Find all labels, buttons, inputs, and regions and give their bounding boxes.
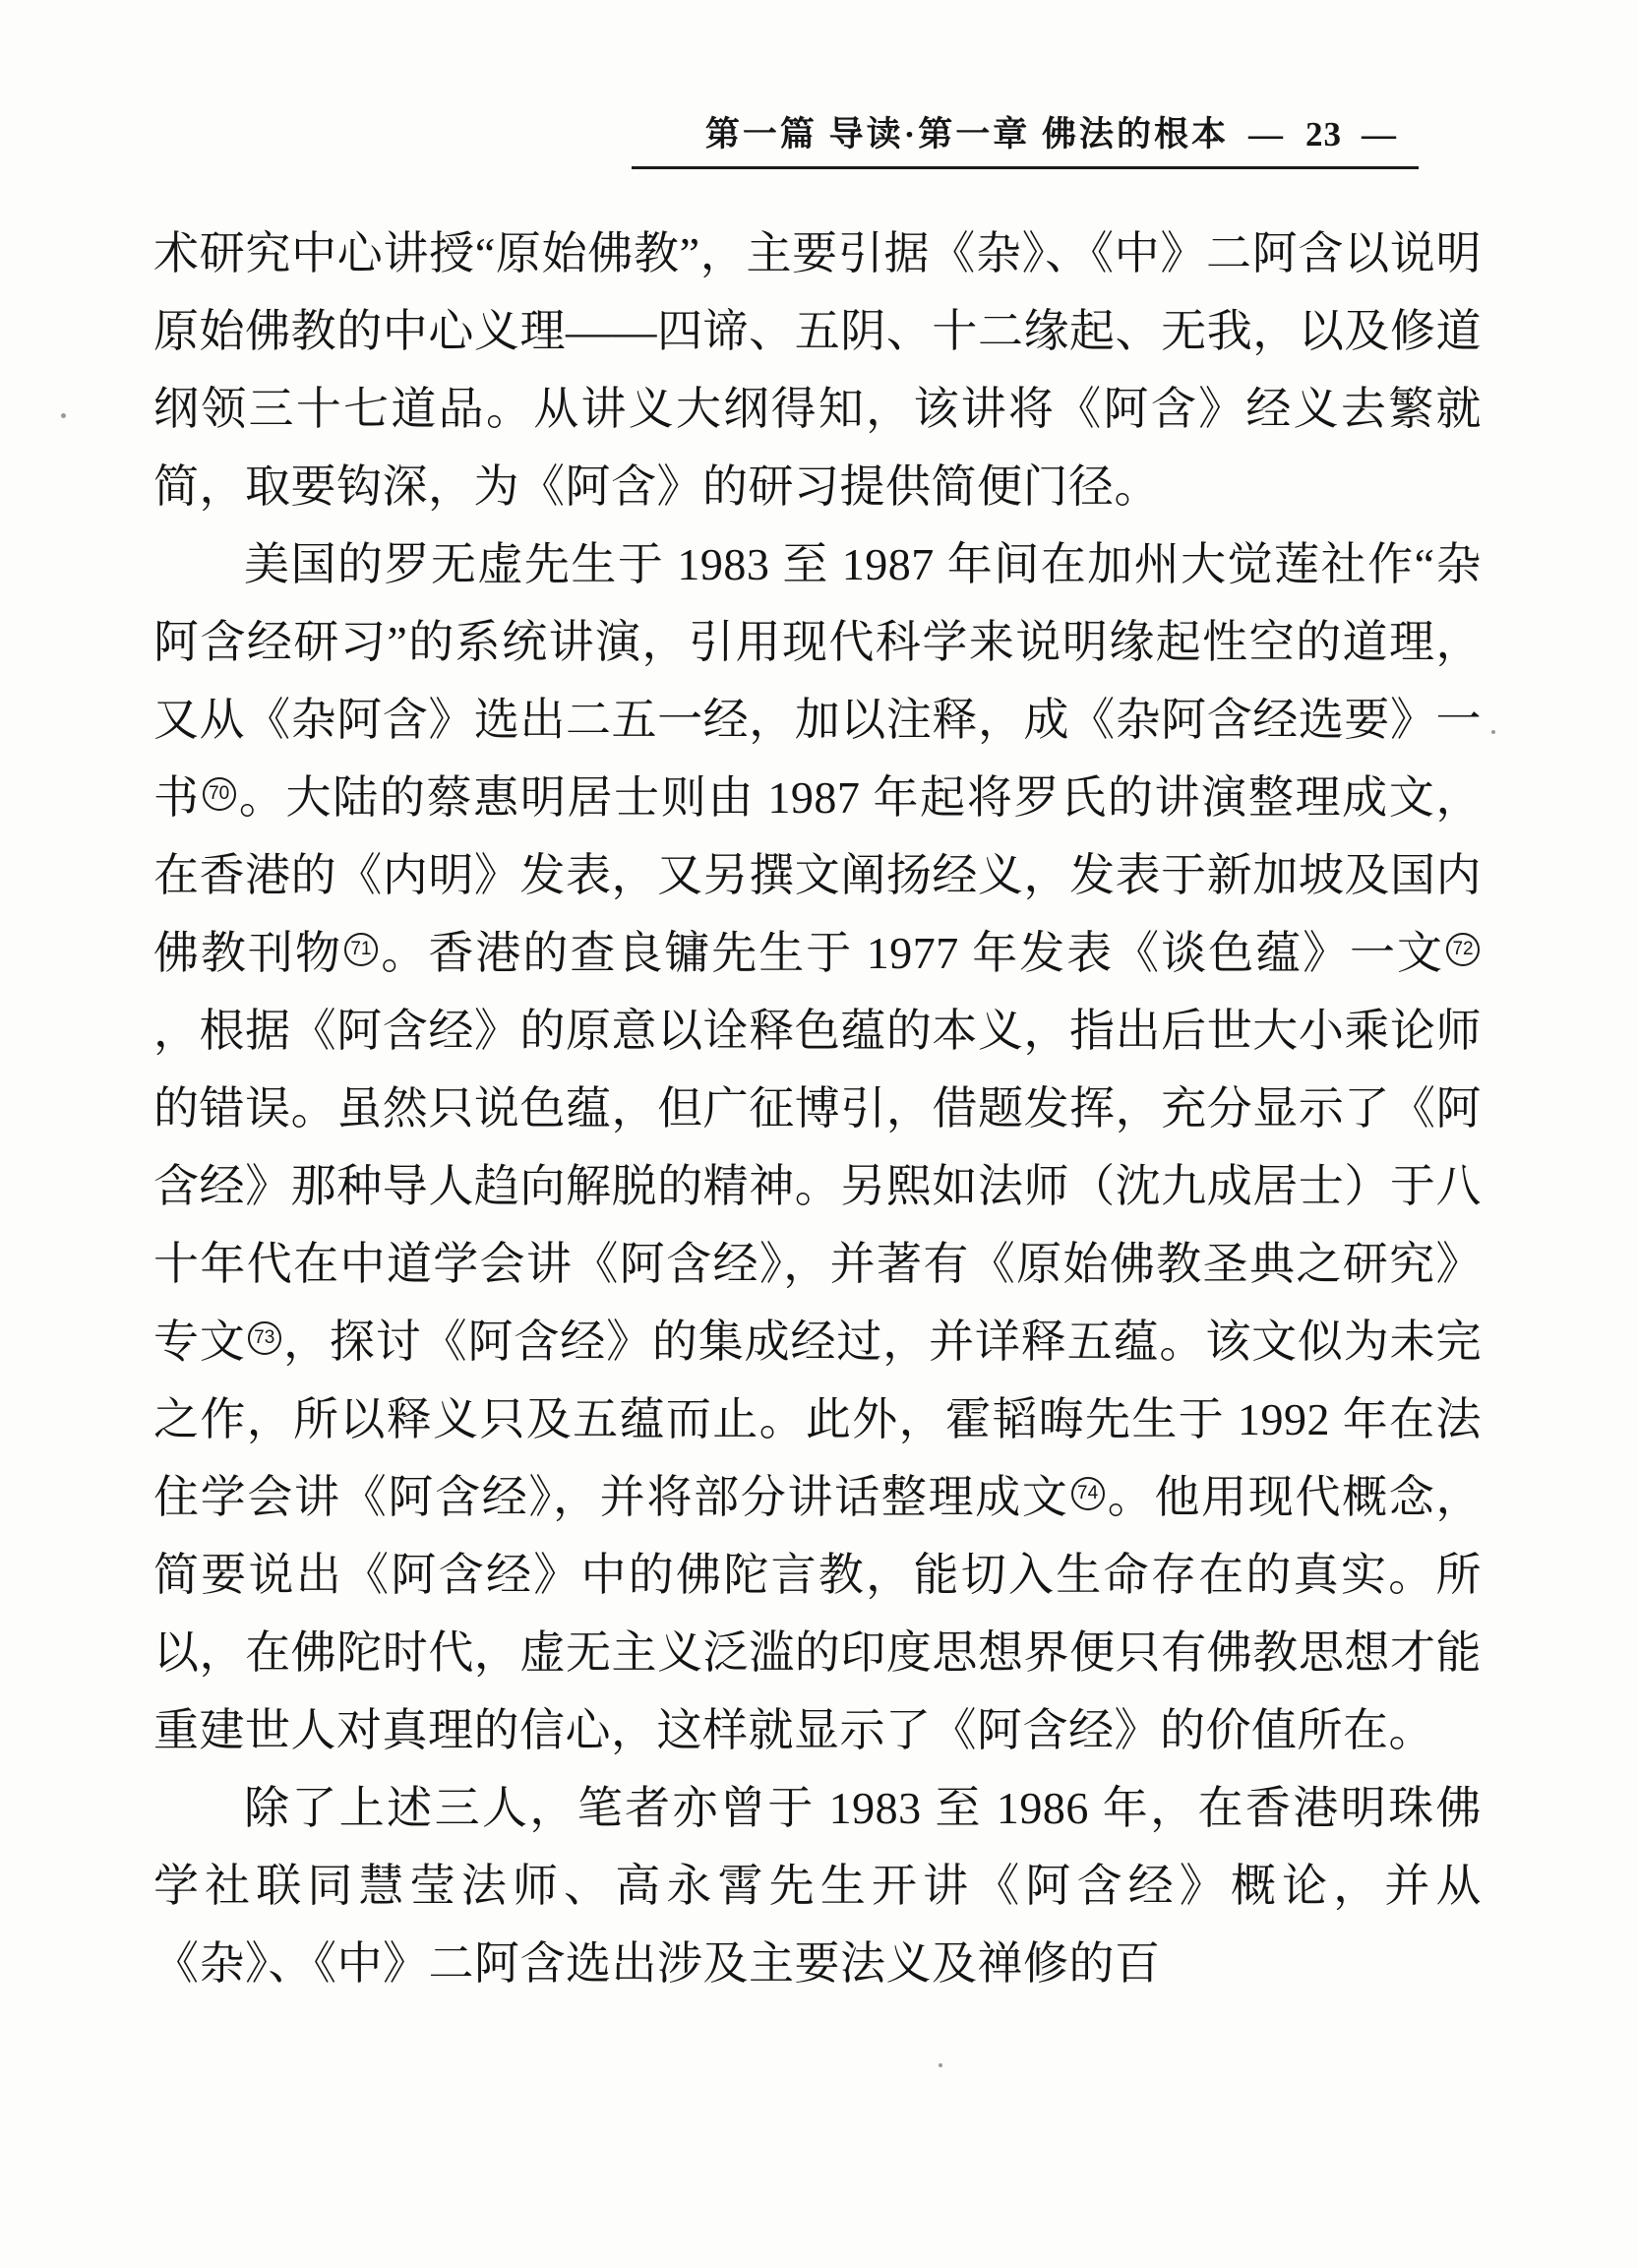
header-rule [632, 166, 1419, 169]
page-number: 23 [1305, 115, 1342, 153]
paragraph: 术研究中心讲授“原始佛教”，主要引据《杂》、《中》二阿含以说明原始佛教的中心义理——四谛、五阴、十二缘起、无我，以及修道纲领三十七道品。从讲义大纲得知，该讲将《阿含》经义去繁就简，取要钩深，为《阿含》的研习提供简便门径。 [153, 228, 1482, 512]
body-text [153, 215, 1482, 2002]
footnote-ref: 70 [203, 777, 236, 811]
scan-speck [61, 413, 66, 418]
running-header [295, 114, 1419, 155]
page-number-dash-right: — [1362, 115, 1399, 153]
footnote-ref: 71 [344, 933, 378, 966]
scan-speck [1491, 730, 1495, 734]
running-title: 第一篇 导读·第一章 佛法的根本 [704, 115, 1229, 153]
paragraph: 除了上述三人，笔者亦曾于 1983 至 1986 年，在香港明珠佛学社联同慧莹法师、高永霄先生开讲《阿含经》概论，并从《杂》、《中》二阿含选出涉及主要法义及禅修的百 [153, 1783, 1482, 1989]
paragraph: 美国的罗无虚先生于 1983 至 1987 年间在加州大觉莲社作“杂阿含经研习”的系统讲演，引用现代科学来说明缘起性空的道理，又从《杂阿含》选出二五一经，加以注释，成《杂阿含经选要》一书 70 。大陆的蔡惠明居士则由 1987 年起将罗氏的讲演整理成文，在香港的《内明》发表，又另撰文阐扬经义，发表于新加坡及国内佛教刊物 71 。香港的查良镛先生于 1977 年发表《谈色蕴》一文 72，根据《阿含经》的原意以诠释色蕴的本义，指出后世大小乘论师的错误。虽然只说色蕴，但广征博引，借题发挥，充分显示了《阿含经》那种导人趋向解脱的精神。另熙如法师（沈九成居士）于八十年代在中道学会讲《阿含经》，并著有《原始佛教圣典之研究》专文 73 ，探讨《阿含经》的集成经过，并详释五蕴。该文似为未完之作，所以释义只及五蕴而止。此外，霍韬晦先生于 1992 年在法住学会讲《阿含经》，并将部分讲话整理成文 74 。他用现代概念，简要说出《阿含经》中的佛陀言教，能切入生命存在的真实。所以，在佛陀时代，虚无主义泛滥的印度思想界便只有佛教思想才能重建世人对真理的信心，这样就显示了《阿含经》的价值所在。 [153, 539, 1483, 1755]
footnote-ref: 72 [1446, 933, 1480, 966]
scan-speck [939, 2063, 942, 2067]
footnote-ref: 73 [248, 1321, 281, 1355]
footnote-ref: 74 [1071, 1477, 1105, 1510]
page-number-dash-left: — [1248, 115, 1286, 153]
